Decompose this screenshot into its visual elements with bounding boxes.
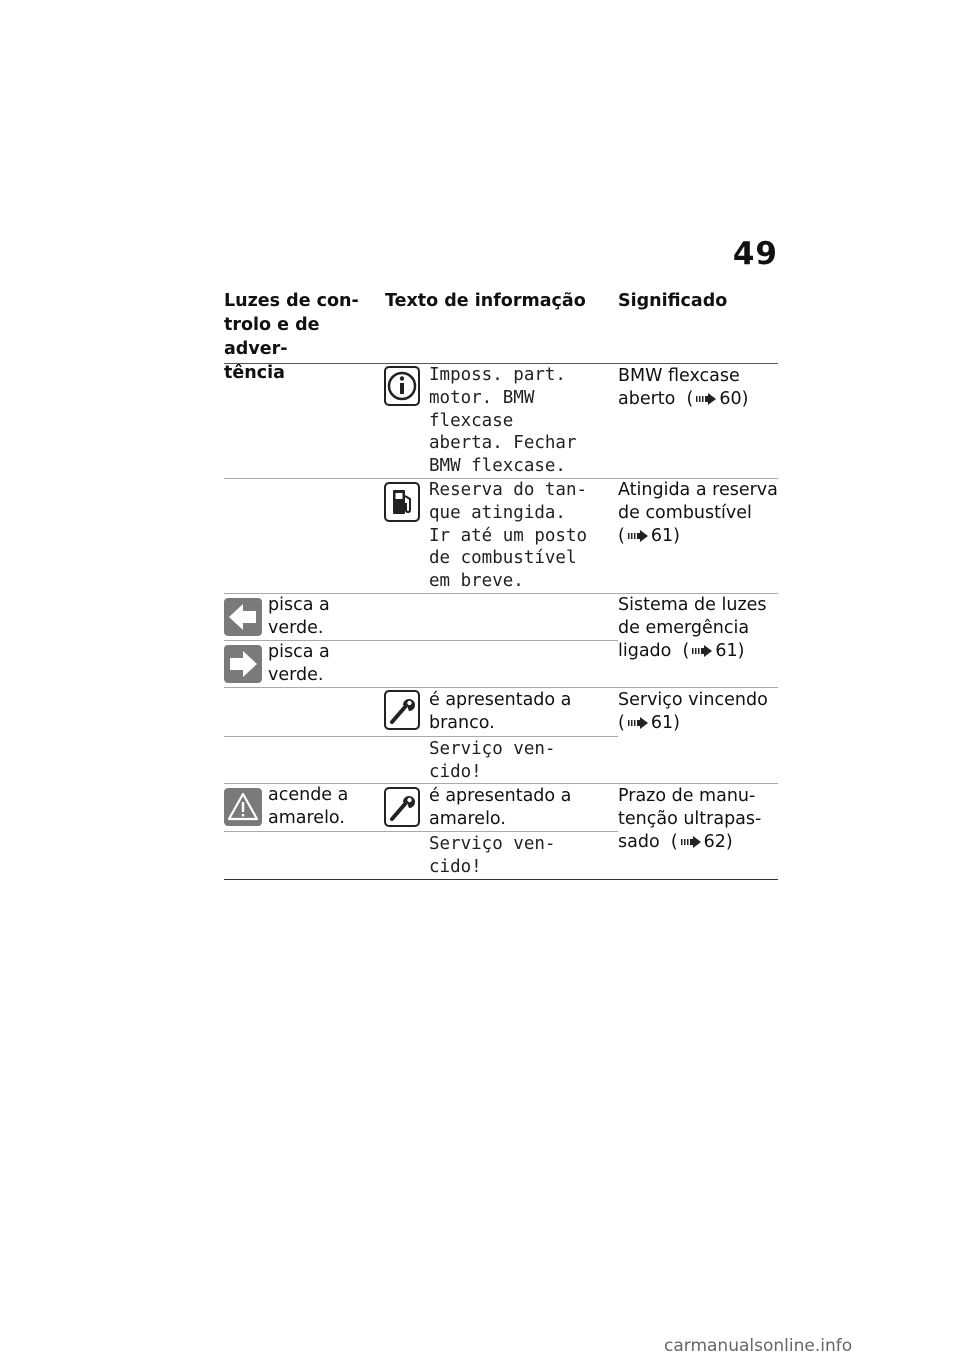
meaning-flexcase [618,365,748,411]
header-line: Luzes de con- [224,291,359,311]
status-line: pisca a [268,642,330,662]
page-ref[interactable]: 61) [715,641,745,661]
info-line: em breve. [429,571,524,592]
meaning-service-due [618,689,768,735]
page-ref-arrow-icon [680,836,702,848]
page-ref[interactable]: 60) [719,389,749,409]
info-line: flexcase [429,410,514,431]
info-line: que atingida. [429,502,566,523]
desc-line: branco. [429,713,495,733]
ref-paren: ( [682,641,690,661]
table-divider [224,687,778,688]
warning-triangle-icon [224,788,262,826]
desc-line: amarelo. [429,809,506,829]
meaning-line: tenção ultrapas- [618,809,762,829]
info-line: cido! [429,856,482,877]
column-header-info-text: Texto de informação [385,291,586,311]
meaning-line: sado [618,832,660,852]
status-warning [268,784,348,830]
desc-line: é apresentado a [429,690,572,710]
info-line: Serviço ven- [429,834,556,854]
info-line: aberta. Fechar [429,433,577,454]
meaning-line: BMW flexcase [618,366,740,386]
ref-paren: ( [618,713,625,733]
info-line: cido! [429,761,482,782]
table-divider [224,831,618,832]
info-line: Imposs. part. [429,365,566,385]
meaning-line: ligado [618,641,672,661]
status-right-turn [268,641,330,687]
info-line: motor. BMW [429,387,535,408]
desc-service-yellow [429,785,571,831]
status-line: acende a [268,785,349,805]
meaning-fuel-reserve [618,479,778,548]
column-header-warning-lights [224,289,374,385]
header-line: tência [224,363,285,383]
watermark: carmanualsonline.info [664,1336,853,1356]
info-line: de combustível [429,548,577,569]
status-line: verde. [268,618,324,638]
table-divider [224,736,618,737]
meaning-hazard-lights [618,594,767,663]
meaning-line: Atingida a reserva [618,480,778,500]
info-icon [384,366,420,406]
meaning-line: de emergência [618,618,750,638]
page-ref-arrow-icon [691,645,713,657]
ref-paren: ( [670,832,678,852]
page-ref-arrow-icon [627,717,649,729]
page-ref-arrow-icon [627,530,649,542]
page-ref[interactable]: 61) [650,713,680,733]
arrow-left-icon [224,598,262,636]
meaning-line: Serviço vincendo [618,690,768,710]
desc-service-white [429,689,571,735]
status-line: verde. [268,665,324,685]
info-line: BMW flexcase. [429,456,566,477]
info-text-service-due [429,738,555,784]
meaning-line: de combustível [618,503,752,523]
page-ref[interactable]: 61) [650,526,680,546]
wrench-icon [384,787,420,827]
ref-paren: ( [618,526,625,546]
meaning-maintenance-overdue [618,785,761,854]
table-bottom-rule [224,879,778,880]
column-header-meaning: Significado [618,291,728,311]
info-text-fuel-reserve [429,479,587,593]
status-line: pisca a [268,595,330,615]
fuel-pump-icon [384,482,420,522]
page-ref-arrow-icon [695,393,717,405]
ref-paren: ( [686,389,694,409]
status-left-turn [268,594,330,640]
info-line: Serviço ven- [429,739,556,759]
header-line: trolo e de adver- [224,315,320,359]
info-line: Ir até um posto [429,525,588,546]
meaning-line: Sistema de luzes [618,595,767,615]
page-number: 49 [732,236,778,272]
meaning-line: aberto [618,389,676,409]
status-line: amarelo. [268,808,345,828]
desc-line: é apresentado a [429,786,572,806]
info-text-service-overdue [429,833,555,879]
info-line: Reserva do tan- [429,480,588,500]
page-ref[interactable]: 62) [703,832,733,852]
arrow-right-icon [224,645,262,683]
info-text-flexcase [429,364,577,478]
meaning-line: Prazo de manu- [618,786,756,806]
wrench-icon [384,690,420,730]
